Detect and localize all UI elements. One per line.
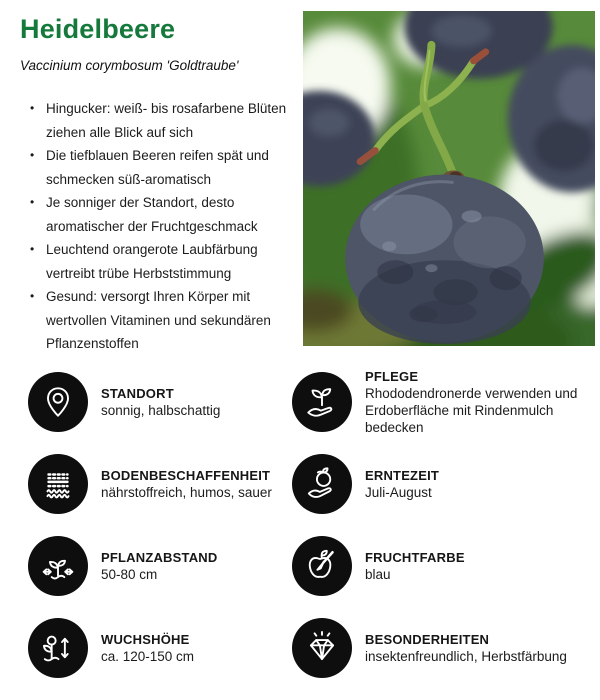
- attribute-label: BESONDERHEITEN: [365, 632, 490, 647]
- attribute-label: FRUCHTFARBE: [365, 550, 465, 565]
- plant-spacing-icon: [39, 547, 77, 585]
- attribute-value: sonnig, halbschattig: [101, 403, 221, 418]
- product-info-panel: [20, 14, 304, 356]
- attribute-grid: [0, 361, 600, 689]
- attribute-value: nährstoffreich, humos, sauer: [101, 485, 272, 500]
- hand-seedling-icon: [303, 383, 341, 421]
- feature-bullet: • Gesund: versorgt Ihren Körper mit wertvollen Vitaminen und sekundären Pflanzenstoffen: [46, 285, 304, 356]
- attribute-item-pflanzabstand: [0, 525, 282, 607]
- soil-layers-icon: [39, 465, 77, 503]
- attribute-label: WUCHSHÖHE: [101, 632, 190, 647]
- attribute-value: ca. 120-150 cm: [101, 649, 195, 664]
- diamond-icon: [303, 629, 341, 667]
- attribute-label: PFLEGE: [365, 369, 419, 384]
- feature-bullet: • Je sonniger der Standort, desto aromatischer der Fruchtgeschmack: [46, 191, 304, 238]
- feature-bullet: • Hingucker: weiß- bis rosafarbene Blüten ziehen alle Blick auf sich: [46, 97, 304, 144]
- attribute-item-pflege: [282, 361, 600, 443]
- feature-bullet: • Leuchtend orangerote Laubfärbung vertreibt trübe Herbststimmung: [46, 238, 304, 285]
- apple-paintbrush-icon: [303, 547, 341, 585]
- attribute-item-erntezeit: [282, 443, 600, 525]
- feature-bullet-list: [20, 97, 304, 356]
- attribute-label: BODENBESCHAFFENHEIT: [101, 468, 271, 483]
- attribute-item-standort: [0, 361, 282, 443]
- attribute-value: Juli-August: [365, 485, 432, 500]
- location-pin-icon: [39, 383, 77, 421]
- attribute-value: blau: [365, 567, 391, 582]
- feature-bullet: • Die tiefblauen Beeren reifen spät und schmecken süß-aromatisch: [46, 144, 304, 191]
- attribute-value: Rhododendronerde verwenden und Erdoberfläche mit Rindenmulch bedecken: [365, 386, 578, 435]
- page-title: Heidelbeere: [20, 14, 176, 44]
- attribute-item-fruchtfarbe: [282, 525, 600, 607]
- hand-fruit-icon: [303, 465, 341, 503]
- attribute-value: insektenfreundlich, Herbstfärbung: [365, 649, 567, 664]
- attribute-item-besonderheiten: [282, 607, 600, 689]
- attribute-label: STANDORT: [101, 386, 174, 401]
- botanical-name: Vaccinium corymbosum 'Goldtraube': [20, 58, 239, 74]
- plant-height-icon: [39, 629, 77, 667]
- attribute-label: ERNTEZEIT: [365, 468, 440, 483]
- attribute-item-wuchshoehe: [0, 607, 282, 689]
- attribute-value: 50-80 cm: [101, 567, 158, 582]
- product-photo: [303, 11, 595, 346]
- attribute-item-boden: [0, 443, 282, 525]
- attribute-label: PFLANZABSTAND: [101, 550, 218, 565]
